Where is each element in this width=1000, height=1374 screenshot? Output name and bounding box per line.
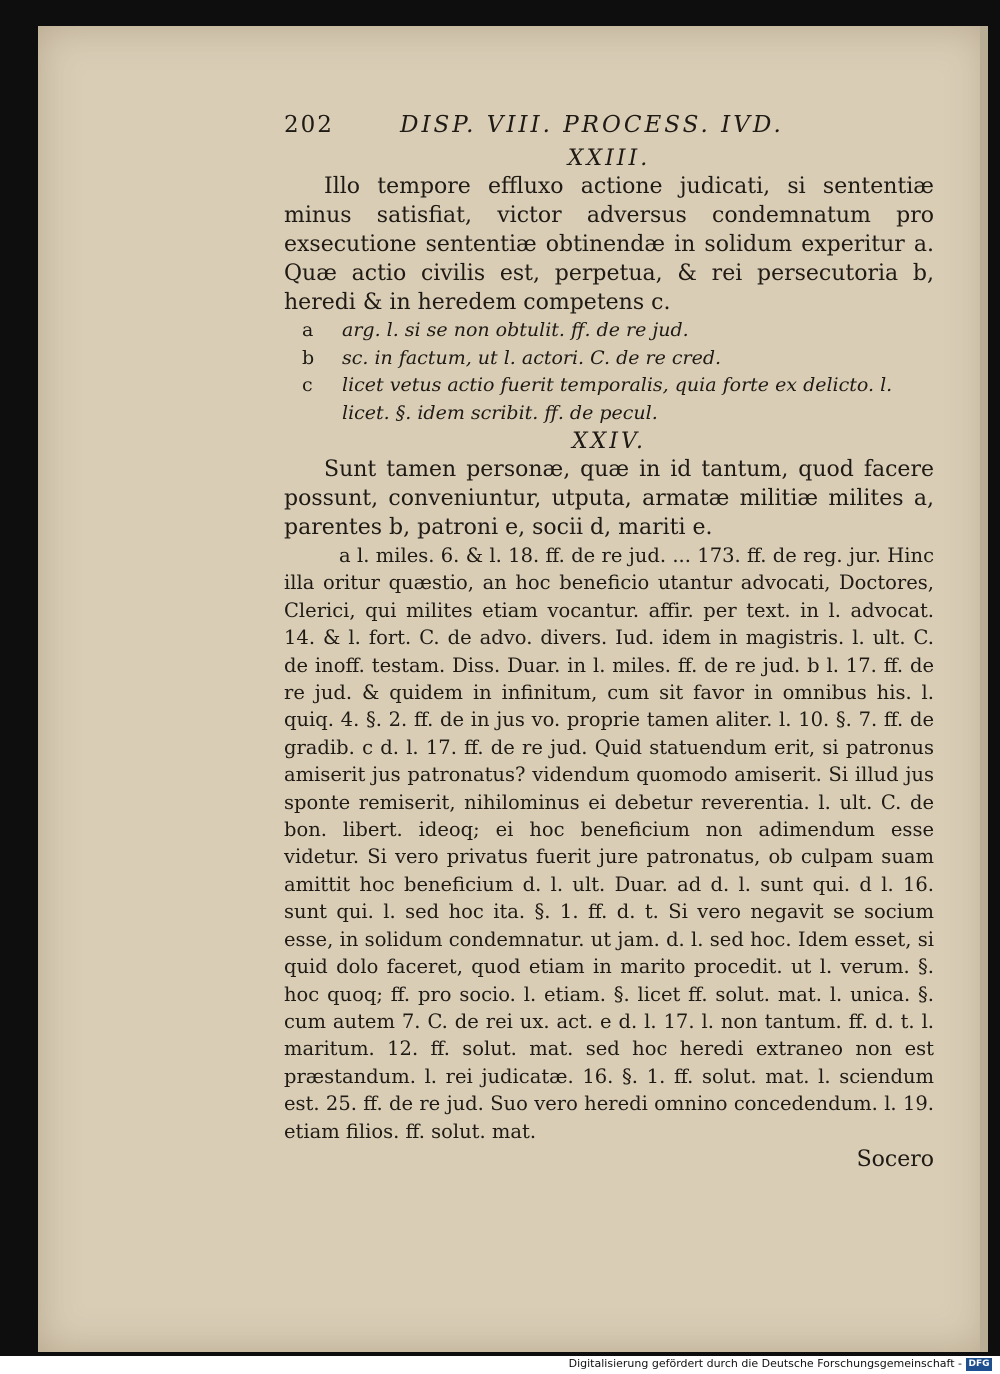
dfg-logo-icon: DFG [966,1358,992,1371]
section-text-xxiv: Sunt tamen personæ, quæ in id tantum, quod facere possunt, conveniuntur, utputa, armatæ militiæ milites a, parentes b, patroni e, socii d, mariti e. [284,457,934,540]
footnote-mark: c [302,374,313,396]
footnote-text: sc. in factum, ut l. actori. C. de re cred. [342,346,722,369]
catchword: Socero [856,1146,934,1172]
running-title: DISP. VIII. PROCESS. IVD. [400,112,784,138]
section-heading-xxiii: XXIII. [567,146,651,171]
page-text-block [284,112,934,1172]
book-page [38,26,988,1352]
digitization-footer [0,1356,1000,1374]
footnote-mark: a [302,319,314,341]
page-edge [980,26,988,1352]
section-notes-xxiv: a l. miles. 6. & l. 18. ff. de re jud. ... 173. ff. de reg. jur. Hinc illa oritur quæstio, an hoc beneficio utantur advocati, Doctores, Clerici, qui milites etiam vocantur. affir. per text. in l. advocat. 14. & l. fort. C. de advo. divers. Iud. idem in magistris. l. ult. C. de inoff. testam. Diss. Duar. in l. miles. ff. de re jud. b l. 17. ff. de re jud. & quidem in infinitum, cum sit favor in omnibus his. l. quiq. 4. §. 2. ff. de in jus vo. proprie tamen aliter. l. 10. §. 7. ff. de gradib. c d. l. 17. ff. de re jud. Quid statuendum erit, si patronus amiserit jus patronatus? videndum quomodo amiserit. Si illud jus sponte remiserit, nihilominus ei debetur reverentia. l. ult. C. de bon. libert. ideoq; ei hoc beneficium non adimendum esse videtur. Si vero privatus fuerit jure patronatus, ob culpam suam amittit hoc beneficium d. l. ult. Duar. ad d. l. sunt qui. d l. 16. sunt qui. l. sed hoc ita. §. 1. ff. d. t. Si vero negavit se socium esse, in solidum condemnatur. ut jam. d. l. sed hoc. Idem esset, si quid dolo faceret, quod etiam in marito procedit. ut l. verum. §. hoc quoq; ff. pro socio. l. etiam. §. licet ff. solut. mat. l. unica. §. cum autem 7. C. de rei ux. act. e d. l. 17. l. non tantum. ff. d. t. l. maritum. 12. ff. solut. mat. sed hoc heredi extraneo non est præstandum. l. rei judicatæ. 16. §. 1. ff. solut. mat. l. sciendum est. 25. ff. de re jud. Suo vero heredi omnino concedendum. l. 19. etiam filios. ff. solut. mat. [284,544,934,1143]
footnote-b [284,345,934,373]
footnote-text: arg. l. si se non obtulit. ff. de re jud. [342,319,689,341]
footnote-mark: b [302,346,315,369]
footnote-a [284,317,934,345]
running-head [284,112,934,144]
footnote-c [284,372,934,427]
section-heading-xxiv: XXIV. [571,429,647,454]
section-text-xxiii: Illo tempore effluxo actione judicati, si sententiæ minus satisfiat, victor adversus condemnatum pro exsecutione sententiæ obtinendæ in solidum experitur a. Quæ actio civilis est, perpetua, & rei persecutoria b, heredi & in heredem competens c. [284,174,934,315]
footnote-text: licet vetus actio fuerit temporalis, quia forte ex delicto. l. licet. §. idem scribit. ff. de pecul. [342,374,893,424]
page-number: 202 [284,112,334,138]
funding-credit: Digitalisierung gefördert durch die Deutsche Forschungsgemeinschaft - [568,1357,962,1370]
